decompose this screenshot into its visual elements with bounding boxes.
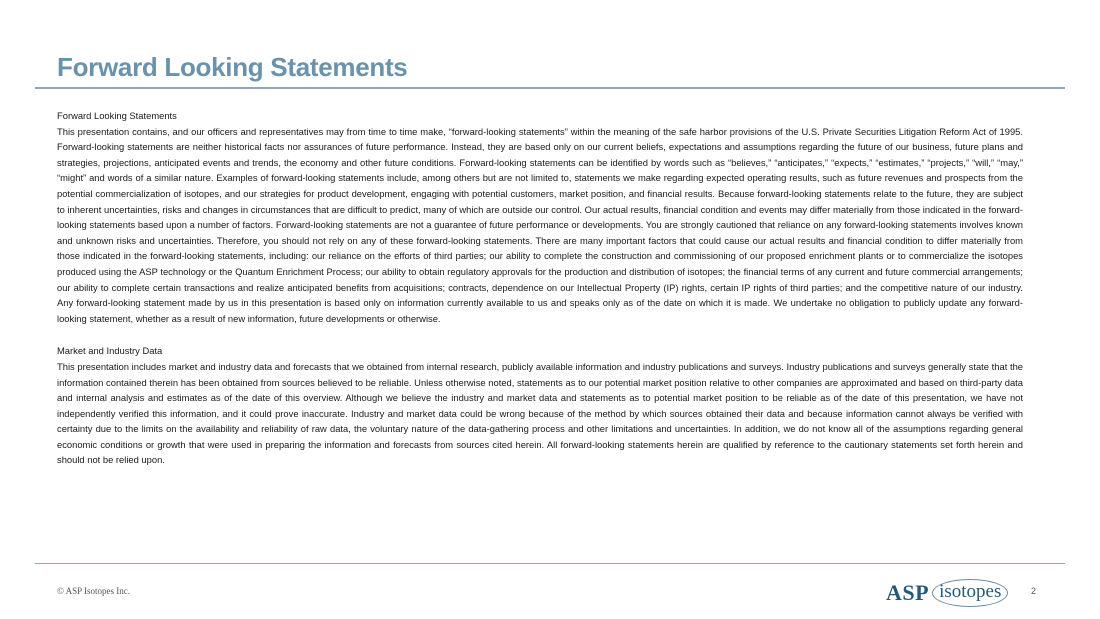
section-body: This presentation includes market and industry data and forecasts that we obtained from internal research, publicly available information and industry publications and surveys. Industry publications and surveys generally state that the information contained therein has been obtained from sources believed to be reliable. Unless otherwise noted, statements as to our potential market position relative to other companies are approximated and based on third-party data and internal analysis and estimates as of the date of this overview. Although we believe the industry and market data and statements as to potential market position to be reliable as of the date of this presentation, we have not independently verified this information, and it could prove inaccurate. Industry and market data could be wrong because of the method by which sources obtained their data and because information cannot always be verified with certainty due to the limits on the availability and reliability of raw data, the voluntary nature of the data-gathering process and other limitations and uncertainties. In addition, we do not know all of the assumptions regarding general economic conditions or growth that were used in preparing the information and forecasts from sources cited herein. All forward-looking statements herein are qualified by reference to the cautionary statements set forth herein and should not be relied upon. — [57, 360, 1023, 466]
forward-looking-section — [57, 108, 1023, 326]
slide-title: Forward Looking Statements — [57, 52, 408, 82]
company-logo — [886, 574, 1008, 612]
page-number: 2 — [1031, 586, 1037, 596]
logo-wordmark-secondary: isotopes — [932, 579, 1008, 607]
section-heading: Forward Looking Statements — [57, 110, 177, 121]
slide-content — [57, 108, 1023, 468]
footer-divider — [35, 563, 1065, 564]
market-data-section — [57, 343, 1023, 468]
section-spacer — [57, 326, 1023, 343]
section-body: This presentation contains, and our officers and representatives may from time to time make, “forward-looking statements” within the meaning of the safe harbor provisions of the U.S. Private Securities Litigation Reform Act of 1995. Forward-looking statements are neither historical facts nor assurances of future performance. Instead, they are based only on our current beliefs, expectations and assumptions regarding the future of our business, future plans and strategies, projections, anticipated events and trends, the economy and other future conditions. Forward-looking statements can be identified by words such as “believes,” “anticipates,” “expects,” “estimates,” “projects,” “will,” “may,” “might” and words of a similar nature. Examples of forward-looking statements include, among others but are not limited to, statements we make regarding expected operating results, such as future revenues and prospects from the potential commercialization of isotopes, and our strategies for product development, engaging with potential customers, market position, and financial results. Because forward-looking statements relate to the future, they are subject to inherent uncertainties, risks and changes in circumstances that are difficult to predict, many of which are outside our control. Our actual results, financial condition and events may differ materially from those indicated in the forward-looking statements based upon a number of factors. Forward-looking statements are not a guarantee of future performance or developments. You are strongly cautioned that reliance on any forward-looking statements involves known and unknown risks and uncertainties. Therefore, you should not rely on any of these forward-looking statements. There are many important factors that could cause our actual results and financial condition to differ materially from those indicated in the forward-looking statements, including: our reliance on the efforts of third parties; our ability to complete the construction and commissioning of our proposed enrichment plants or to commercialize the isotopes produced using the ASP technology or the Quantum Enrichment Process; our ability to obtain regulatory approvals for the production and distribution of isotopes; the financial terms of any current and future commercial arrangements; our ability to complete certain transactions and realize anticipated benefits from acquisitions; contracts, dependence on our Intellectual Property (IP) rights, certain IP rights of third parties; and the competitive nature of our industry. Any forward-looking statement made by us in this presentation is based only on information currently available to us and speaks only as of the date on which it is made. We undertake no obligation to publicly update any forward-looking statement, whether as a result of new information, future developments or otherwise. — [57, 125, 1023, 324]
logo-wordmark-primary: ASP — [886, 580, 930, 605]
section-heading: Market and Industry Data — [57, 345, 163, 357]
title-divider — [35, 87, 1065, 89]
copyright-notice: © ASP Isotopes Inc. — [57, 586, 131, 596]
